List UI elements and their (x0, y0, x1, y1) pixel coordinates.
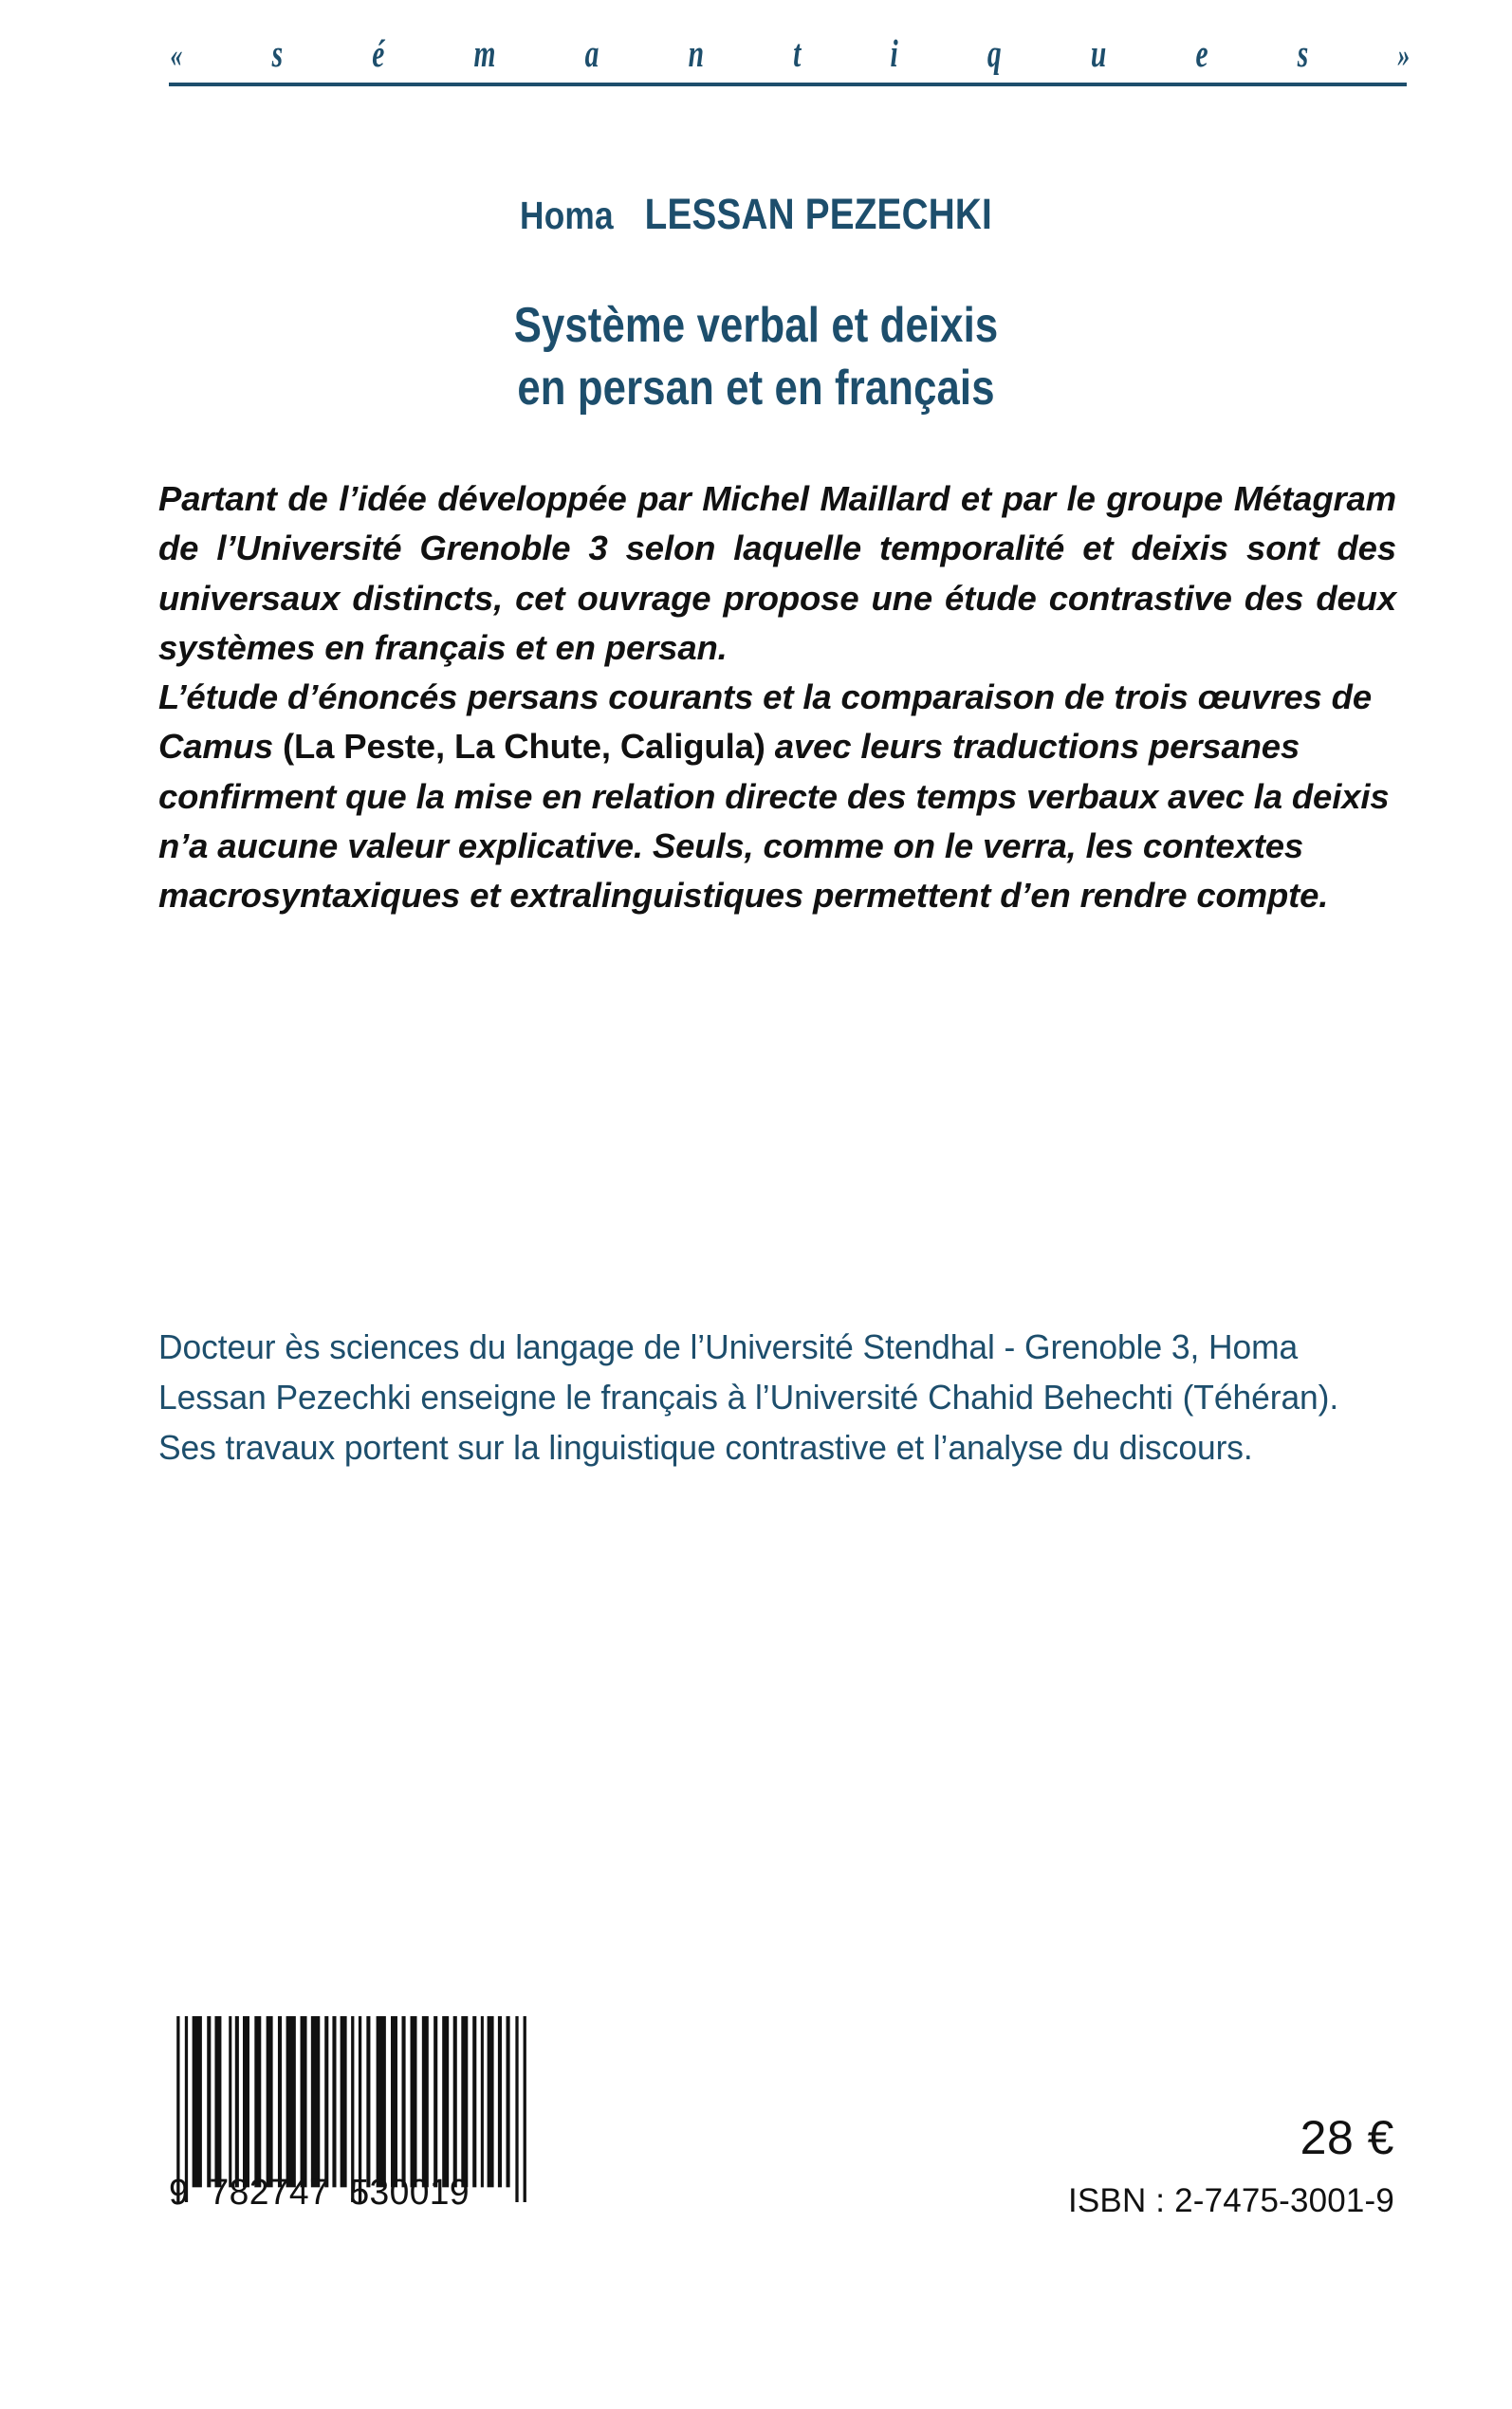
blurb-text (158, 474, 1396, 921)
blurb-paragraph-1: Partant de l’idée développée par Michel Maillard et par le groupe Métagram de l’Université Grenoble 3 selon laquelle temporalité et deixis sont des universaux distincts, cet ouvrage propose une étude contrastive des deux systèmes en français et en persan. (158, 479, 1396, 667)
author-given-name: Homa (520, 194, 614, 237)
series-letter-9: u (1090, 31, 1107, 75)
close-guillemet: » (1397, 36, 1411, 74)
series-letter-4: a (584, 31, 600, 75)
series-letter-6: t (793, 31, 802, 75)
blurb-work-titles: (La Peste, La Chute, Caligula) (282, 727, 765, 767)
series-letter-7: i (890, 31, 899, 75)
barcode-block (169, 2016, 539, 2214)
author-family-name: LESSAN PEZECHKI (644, 190, 992, 238)
series-divider-rule (169, 83, 1407, 86)
series-letter-2: é (372, 31, 385, 75)
blurb-paragraph-2 (158, 673, 1396, 920)
series-letter-3: m (473, 31, 497, 75)
barcode-digits: 9 782747 530019 (169, 2173, 470, 2213)
open-guillemet: « (170, 36, 183, 74)
series-letter-11: s (1297, 31, 1309, 75)
series-letter-1: s (271, 31, 284, 75)
author-name (106, 190, 1407, 239)
series-header (169, 30, 1410, 86)
book-title-line-2: en persan et en français (517, 361, 995, 417)
isbn-label: ISBN : 2-7475-3001-9 (1068, 2182, 1394, 2219)
author-bio-paragraph: Docteur ès sciences du langage de l’Université Stendhal - Grenoble 3, Homa Lessan Pezechki enseigne le français à l’Université Chahid Behechti (Téhéran). Ses travaux portent sur la linguistique contrastive et l’analyse du discours. (158, 1327, 1339, 1467)
series-name (169, 30, 1411, 76)
series-letter-8: q (986, 31, 1003, 75)
author-bio (158, 1322, 1359, 1473)
price-isbn-block (1068, 2111, 1394, 2219)
series-letter-5: n (688, 31, 705, 75)
book-title (121, 294, 1392, 419)
book-title-line-1: Système verbal et deixis (513, 298, 999, 353)
price-label: 28 € (1300, 2111, 1394, 2164)
series-letter-10: e (1195, 31, 1209, 75)
blurb-paragraph-2-part-1: L’étude d’énoncés persans courants et la comparaison de trois œuvres de Camus (158, 677, 1372, 767)
blurb-paragraph-2-part-2: avec leurs traductions persanes confirment que la mise en relation directe des temps verbaux avec la deixis n’a aucune valeur explicative. Seuls, comme on le verra, les contextes macrosyntaxiques et extralinguistiques permettent d’en rendre compte. (158, 727, 1390, 916)
